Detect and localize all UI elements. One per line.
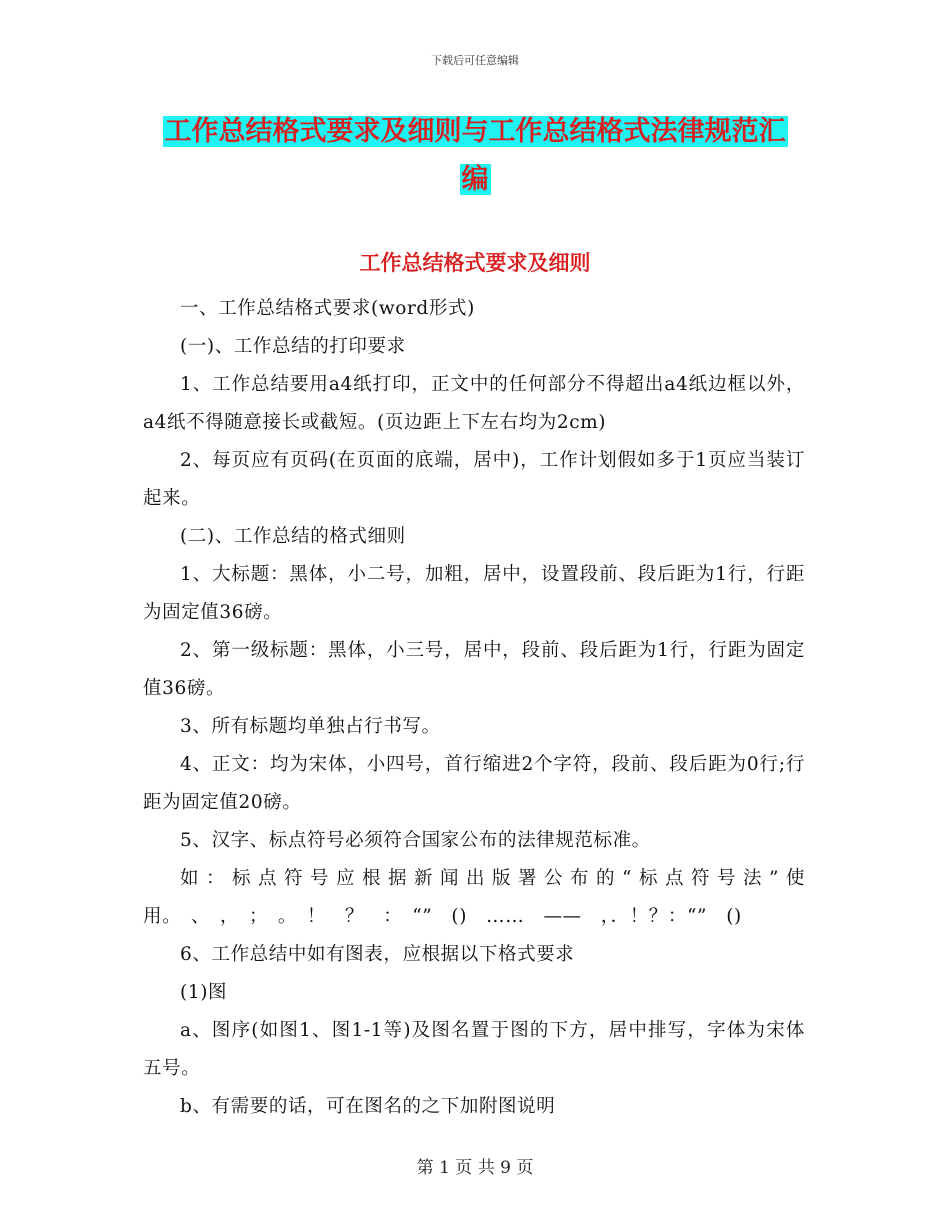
document-body (143, 290, 805, 1126)
paragraph: 如：标点符号应根据新闻出版署公布的“标点符号法”使用。 、 ， ； 。 ！ ？ ： “” () …… —— ，．！？：“” () (143, 868, 805, 927)
paragraph: (一)、工作总结的打印要求 (180, 336, 406, 357)
paragraph: 2、第一级标题：黑体，小三号，居中，段前、段后距为1行，行距为固定值36磅。 (143, 640, 805, 699)
paragraph: 1、大标题：黑体，小二号，加粗，居中，设置段前、段后距为1行，行距为固定值36磅。 (143, 564, 805, 623)
paragraph: 3、所有标题均单独占行书写。 (180, 716, 441, 737)
document-title (0, 108, 950, 204)
page-number: 第 1 页 共 9 页 (416, 1158, 534, 1178)
paragraph: b、有需要的话，可在图名的之下加附图说明 (180, 1096, 556, 1117)
paragraph: 1、工作总结要用a4纸打印，正文中的任何部分不得超出a4纸边框以外，a4纸不得随意接长或截短。(页边距上下左右均为2cm) (143, 374, 805, 433)
paragraph: 4、正文：均为宋体，小四号，首行缩进2个字符，段前、段后距为0行;行距为固定值20磅。 (143, 754, 805, 813)
paragraph: 5、汉字、标点符号必须符合国家公布的法律规范标准。 (180, 830, 651, 851)
document-title-line-1: 工作总结格式要求及细则与工作总结格式法律规范汇 (164, 116, 786, 147)
paragraph: (1)图 (180, 982, 228, 1003)
paragraph: (二)、工作总结的格式细则 (180, 526, 406, 547)
paragraph: 一、工作总结格式要求(word形式) (180, 298, 475, 319)
section-title: 工作总结格式要求及细则 (359, 251, 591, 275)
paragraph: 2、每页应有页码(在页面的底端，居中)，工作计划假如多于1页应当装订起来。 (143, 450, 805, 509)
document-title-line-2: 编 (461, 164, 489, 195)
header-note: 下载后可任意编辑 (431, 54, 519, 67)
paragraph: a、图序(如图1、图1-1等)及图名置于图的下方，居中排写，字体为宋体五号。 (143, 1020, 805, 1079)
paragraph: 6、工作总结中如有图表，应根据以下格式要求 (180, 944, 575, 965)
